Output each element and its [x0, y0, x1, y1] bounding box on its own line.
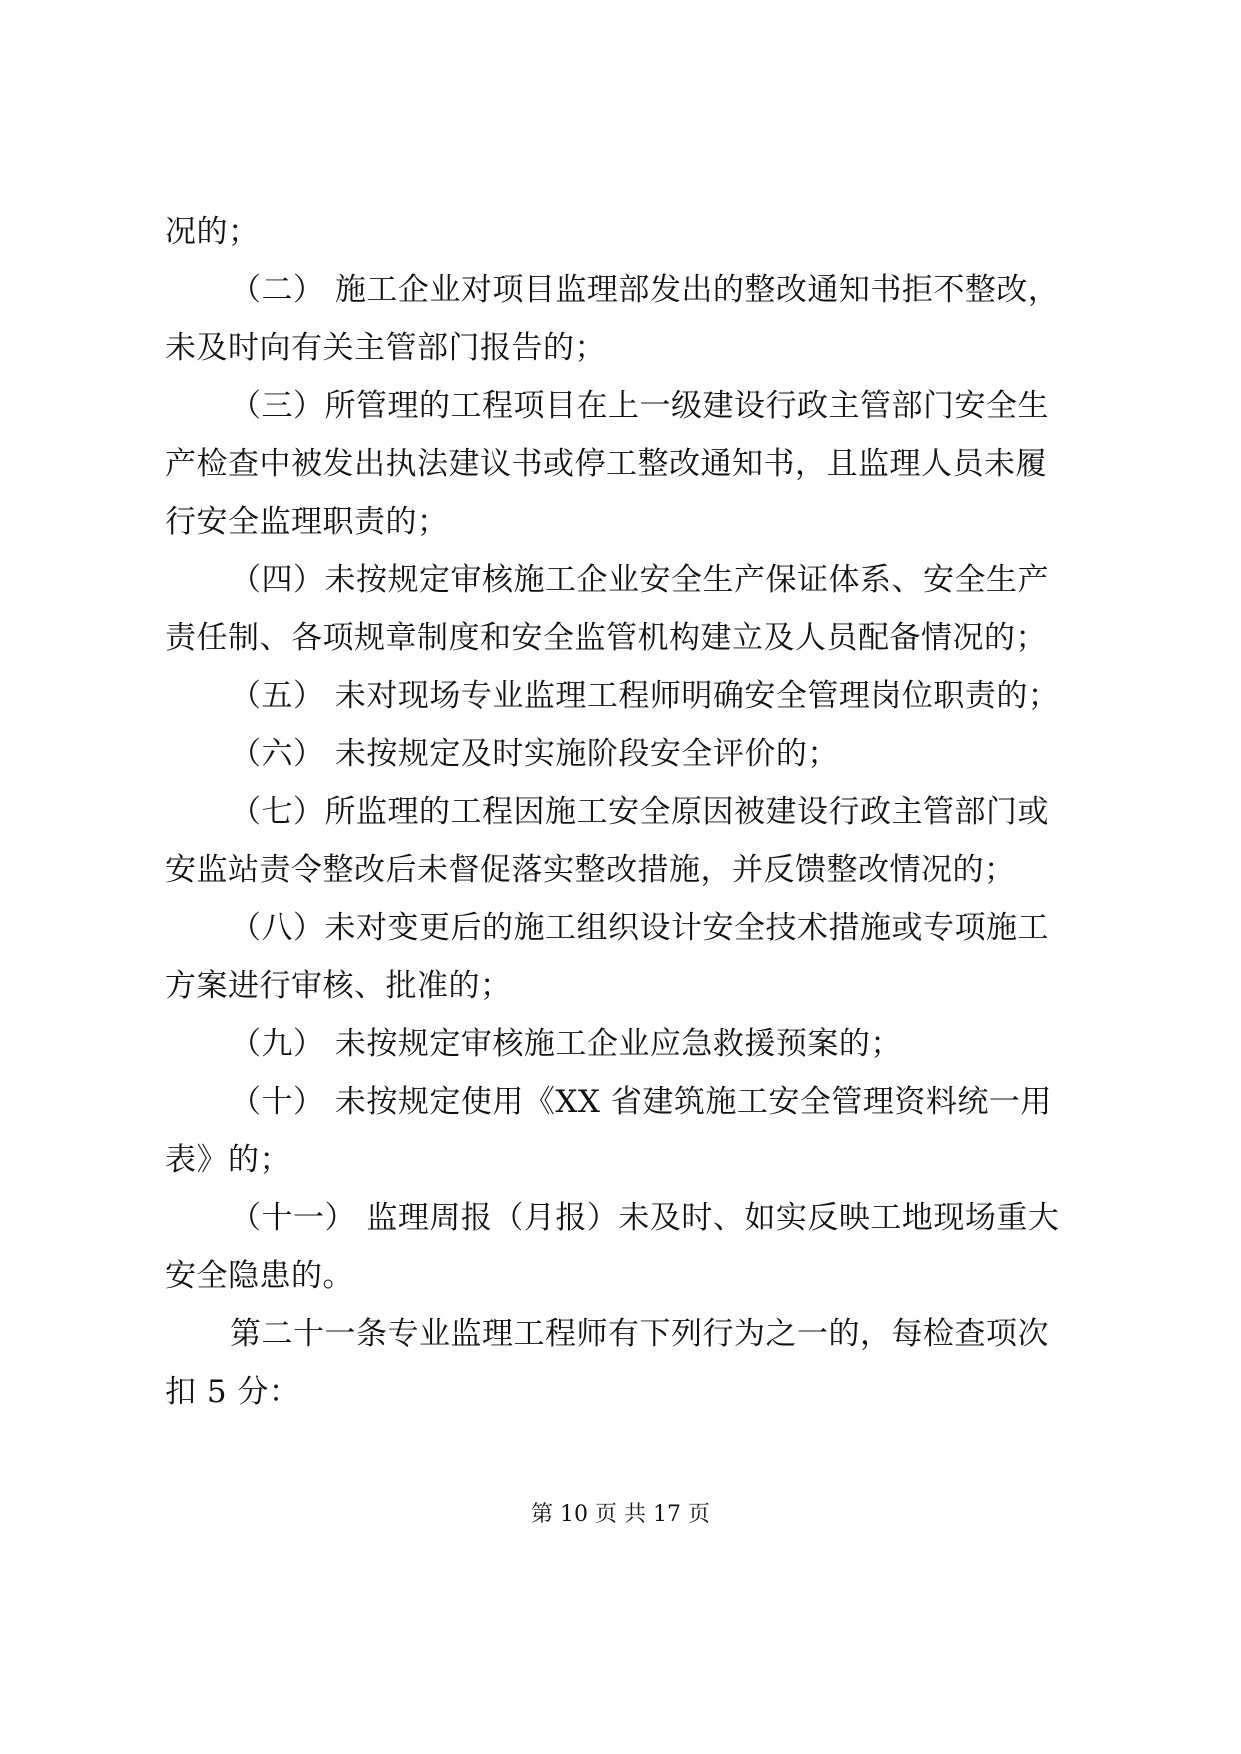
text-line: 扣 5 分： [165, 1374, 301, 1410]
text-line: （十） 未按规定使用《XX 省建筑施工安全管理资料统一用 [230, 1084, 1052, 1120]
text-line: （六） 未按规定及时实施阶段安全评价的； [230, 736, 839, 772]
text-line: 方案进行审核、批准的； [165, 968, 512, 1004]
text-line: 表》的； [165, 1142, 291, 1178]
text-line: （二） 施工企业对项目监理部发出的整改通知书拒不整改， [230, 272, 1060, 308]
text-line: 第二十一条专业监理工程师有下列行为之一的，每检查项次 [230, 1316, 1049, 1352]
text-line: （八）未对变更后的施工组织设计安全技术措施或专项施工 [230, 910, 1049, 946]
text-line: （三）所管理的工程项目在上一级建设行政主管部门安全生 [230, 388, 1049, 424]
text-line: 产检查中被发出执法建议书或停工整改通知书，且监理人员未履 [165, 446, 1047, 482]
text-line: 安监站责令整改后未督促落实整改措施，并反馈整改情况的； [165, 852, 1016, 888]
text-line: （九） 未按规定审核施工企业应急救援预案的； [230, 1026, 902, 1062]
text-line: （十一） 监理周报（月报）未及时、如实反映工地现场重大 [230, 1200, 1060, 1236]
page-footer: 第 10 页 共 17 页 [531, 1502, 710, 1527]
text-line: 未及时向有关主管部门报告的； [165, 330, 606, 366]
text-line: 况的； [165, 214, 260, 250]
text-line: 安全隐患的。 [165, 1258, 354, 1294]
text-line: （五） 未对现场专业监理工程师明确安全管理岗位职责的； [230, 678, 1060, 714]
text-line: 行安全监理职责的； [165, 504, 449, 540]
text-line: （七）所监理的工程因施工安全原因被建设行政主管部门或 [230, 794, 1049, 830]
text-line: （四）未按规定审核施工企业安全生产保证体系、安全生产 [230, 562, 1049, 598]
text-line: 责任制、各项规章制度和安全监管机构建立及人员配备情况的； [165, 620, 1047, 656]
